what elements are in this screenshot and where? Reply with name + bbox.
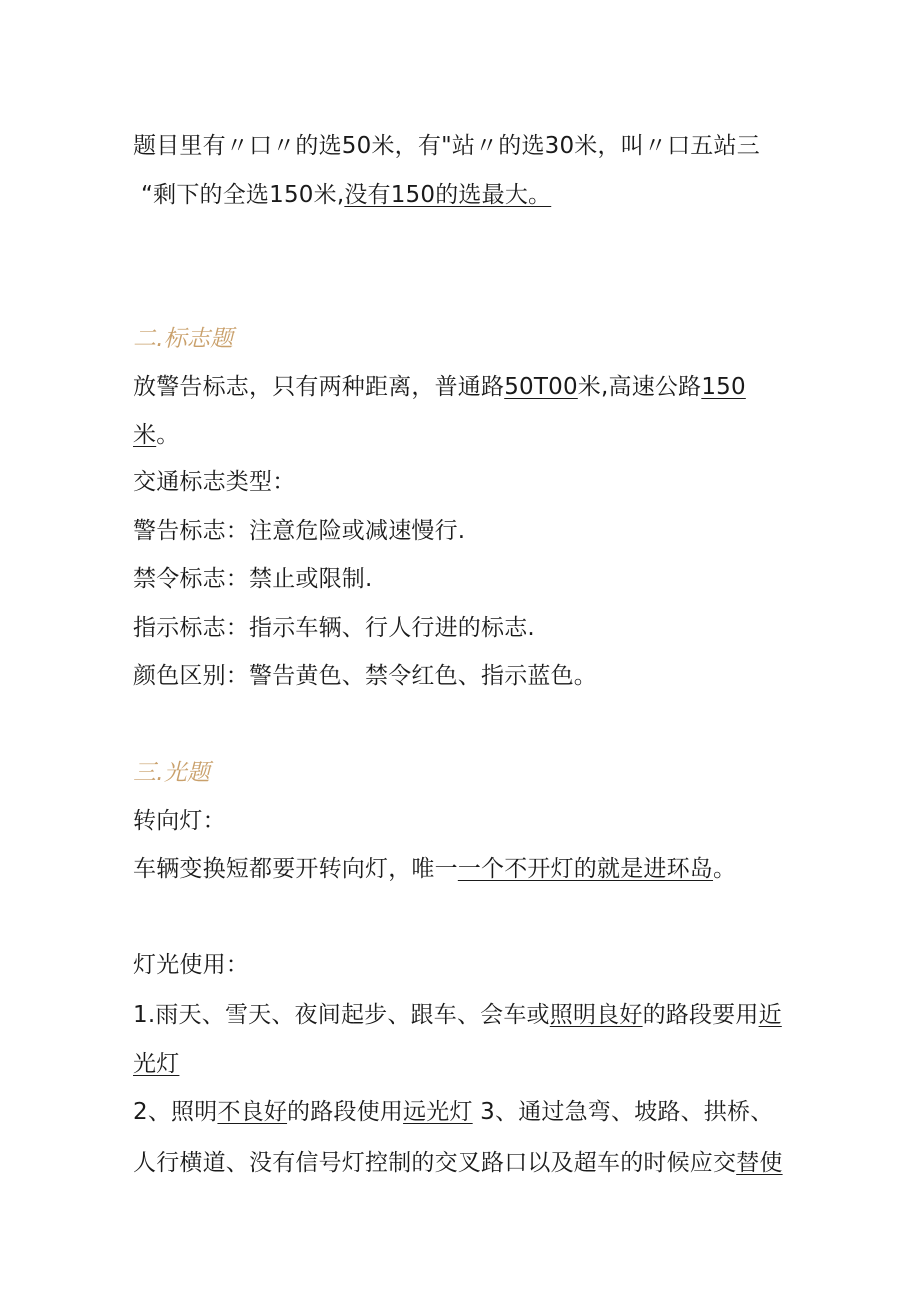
paragraph-text: 车辆变换短都要开转向灯，唯一 <box>133 856 458 882</box>
underlined-text: 远光灯 <box>403 1099 473 1125</box>
underlined-text: 光灯 <box>133 1051 180 1077</box>
underlined-text: 不良好 <box>217 1099 288 1125</box>
warning-sign-line: 警告标志：注意危险或减速慢行. <box>133 518 466 544</box>
sign-types-title: 交通标志类型： <box>133 469 296 495</box>
underlined-text: 一个不开灯的就是进环岛 <box>457 856 714 882</box>
prohibition-sign-line: 禁令标志：禁止或限制. <box>133 566 373 592</box>
light-usage-title: 灯光使用： <box>133 952 249 978</box>
underlined-text: 50T00 <box>504 374 578 400</box>
paragraph-text: 2、照明 <box>133 1099 218 1125</box>
intro-line-1 <box>133 131 760 161</box>
paragraph-text: 的路段使用 <box>287 1099 404 1125</box>
paragraph-text: 。 <box>713 856 737 882</box>
paragraph-text: 1.雨天、雪天、夜间起步、跟车、会车或 <box>133 1002 550 1028</box>
paragraph-text: 人行横道、没有信号灯控制的交叉路口以及超车的时候应交 <box>133 1150 737 1176</box>
light-item-3-line <box>133 1148 783 1178</box>
intro-text: 题目里有〃口〃的选50米，有"站〃的选30米，叫〃口五站三 <box>133 133 760 159</box>
intro-text: “剩下的全选150米, <box>141 182 345 208</box>
underlined-text: 米 <box>133 422 157 448</box>
intro-line-2 <box>141 180 551 210</box>
underlined-text: 近 <box>758 1002 782 1028</box>
underlined-text: 没有150的选最大。 <box>344 182 552 208</box>
light-item-1-line-1 <box>133 1000 782 1030</box>
paragraph-text: 3、通过急弯、坡路、拱桥、 <box>480 1099 774 1125</box>
paragraph-text: 放警告标志，只有两种距离，普通路 <box>133 374 505 400</box>
section-heading-signs: 二.标志题 <box>133 326 234 352</box>
underlined-text: 150 <box>701 374 746 400</box>
underlined-text: 替使 <box>736 1150 783 1176</box>
paragraph-text: 。 <box>156 422 180 448</box>
section-heading-lights: 三.光题 <box>133 760 211 786</box>
underlined-text: 照明良好 <box>549 1002 643 1028</box>
signs-paragraph-line-1 <box>133 372 746 402</box>
color-difference-line: 颜色区别：警告黄色、禁令红色、指示蓝色。 <box>133 663 597 689</box>
paragraph-text: 的路段要用 <box>642 1002 759 1028</box>
paragraph-text: 米,高速公路 <box>577 374 702 400</box>
light-item-1-line-2 <box>133 1049 179 1079</box>
turn-signal-title: 转向灯： <box>133 808 226 834</box>
turn-signal-line <box>133 854 736 884</box>
light-item-2-line <box>133 1097 773 1127</box>
signs-paragraph-line-2 <box>133 420 179 450</box>
indication-sign-line: 指示标志：指示车辆、行人行进的标志. <box>133 615 535 641</box>
